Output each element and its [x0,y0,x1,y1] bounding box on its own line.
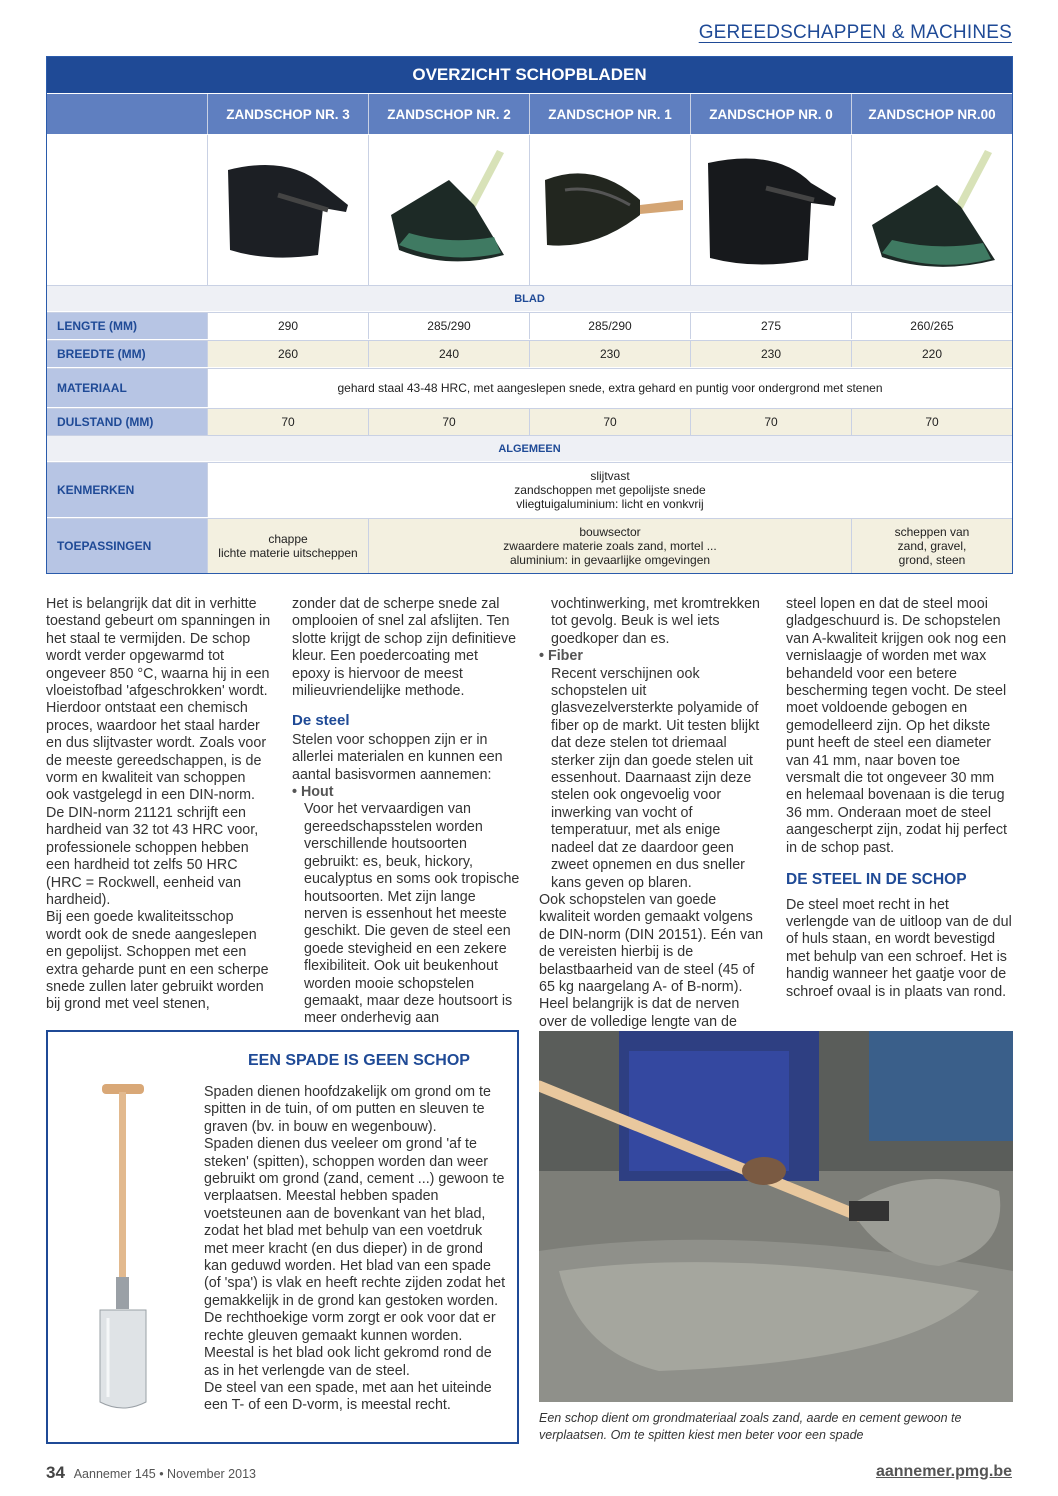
cell-line: zandschoppen met gepolijste snede [514,483,706,497]
table-cell: 275 [690,312,851,339]
row-materiaal [47,367,1012,407]
section-blad: BLAD [47,285,1012,311]
table-cell: 285/290 [368,312,529,339]
shovel-image-row [47,134,1012,285]
cell-line: zand, gravel, [897,539,967,553]
table-cell: gehard staal 43-48 HRC, met aangeslepen snede, extra gehard en puntig voor ondergrond met stenen [207,368,1012,407]
table-cell: 260 [207,340,368,367]
cell-line: bouwsector [579,525,641,539]
column-header: ZANDSCHOP NR. 0 [690,94,851,134]
cell-line: aluminium: in gevaarlijke omgevingen [509,553,711,567]
cell-line: slijtvast [590,469,630,483]
row-label: LENGTE (MM) [47,312,207,339]
issue-label: Aannemer 145 • November 2013 [73,1467,256,1481]
column-header: ZANDSCHOP NR. 3 [207,94,368,134]
row-label: TOEPASSINGEN [47,518,207,573]
footer-site-link[interactable]: aannemer.pmg.be [875,1463,1012,1480]
row-toepassingen [47,517,1012,573]
box-title: EEN SPADE IS GEEN SCHOP [248,1052,470,1069]
row-label: DULSTAND (MM) [47,408,207,435]
paragraph: Spaden dienen hoofdzakelijk om grond om te spitten in de tuin, of om putten en sleuven te graven (bv. in bouw en wegenbouw). [204,1084,491,1135]
table-title: OVERZICHT SCHOPBLADEN [47,57,1012,93]
paragraph: Spaden dienen dus veeleer om grond 'af te steken' (spitten), schoppen worden dan weer gebruikt om grond (zand, cement ...) gewoon te verplaatsen. Meestal hebben spaden voetsteunen aan de bovenkant van het blad, zodat het blad met behulp van een voetdruk met meer kracht (en dus dieper) in de grond kan geduwd worden. Het blad van een spade (of 'spa') is vlak en heeft rechte zijden zodat het gemakkelijk in de grond kan gestoken worden. De rechthoekige vorm zorgt er ook voor dat er rechte gleuven gemaakt kunnen worden. Meestal is het blad ook licht gekromd rond de as in het verlengde van de steel. [204,1136,506,1379]
cell-line: lichte materie uitscheppen [218,546,358,560]
spade-image [88,1082,158,1427]
text-column-1 [46,596,271,1014]
table-cell: 70 [207,408,368,435]
table-cell: 220 [851,340,1012,367]
cell-line: scheppen van [894,525,970,539]
subheading: De steel [292,712,350,730]
row-label: MATERIAAL [47,368,207,407]
paragraph: Bij een goede kwaliteitsschop wordt ook de snede aangeslepen en gepolijst. Schoppen met een extra geharde punt en een scherpe snede zullen later gebruikt worden bij grond met veel stenen, [46,909,269,1013]
table-cell: 70 [851,408,1012,435]
paragraph: Stelen voor schoppen zijn er in allerlei materialen en kunnen een aantal basisvormen aannemen: [292,731,503,783]
paragraph: Het is belangrijk dat dit in verhitte toestand gebeurt om spanningen in het staal te vermijden. De schop wordt verder opgewarmd tot ongeveer 850 °C, waarna hij in een vloeistofbad 'afgeschrokken' wordt. Hierdoor ontstaat een chemisch proces, waardoor het staal harder en dus slijtvaster wordt. Zoals voor de meeste gereedschappen, is de vorm en kwaliteit van schoppen ook vastgelegd in een DIN-norm. De DIN-norm 21121 schrijft een hardheid van 32 tot 43 HRC voor, professionele schoppen hebben een hardheid tot zelfs 50 HRC (HRC = Rockwell, eenheid van hardheid). [46,596,271,908]
shovel-image [207,135,368,285]
section-algemeen: ALGEMEEN [47,435,1012,461]
paragraph: Ook schopstelen van goede kwaliteit worden gemaakt volgens de DIN-norm (DIN 20151). Eén van de vereisten hierbij is de belastbaarheid van de steel (45 of 65 kg naargelang A- of B-norm). Heel belangrijk is dat de nerven over de volledige lengte van de [539,891,764,1030]
bullet-heading: • Hout [292,784,334,801]
cell-line: chappe [268,532,308,546]
row-lengte [47,311,1012,339]
shovel-overview-table [46,56,1013,574]
column-header: ZANDSCHOP NR.00 [851,94,1012,134]
paragraph: steel lopen en dat de steel mooi gladgeschuurd is. De schopstelen van A-kwaliteit krijgen ook nog een vernislaagje of worden met wax behandeld voor een betere bescherming tegen vocht. De steel moet voldoende gebogen en gemodelleerd zijn. Op het dikste punt heeft de steel een diameter van 41 mm, naar boven toe versmalt die tot ongeveer 30 mm en helemaal bovenaan is die terug 36 mm. Onderaan moet de steel aangescherpt zijn, zodat hij perfect in de schop past. [786,596,1007,856]
table-cell: 230 [690,340,851,367]
paragraph: Recent verschijnen ook schopstelen uit glasvezelversterkte polyamide of fiber op de markt. Uit testen blijkt dat deze stelen tot driemaal sterker zijn dan goede stelen uit essenhout. Daarnaast zijn deze stelen ook ongevoelig voor inwerking van vocht of temperatuur, met als enige nadeel dat ze daardoor geen zweet opnemen en dus sneller kans geven op blaren. [551,665,760,891]
table-cell [207,462,1012,517]
cell-line: zwaardere materie zoals zand, mortel ... [503,539,717,553]
table-cell: 230 [529,340,690,367]
bullet-heading: • Fiber [539,648,583,665]
page-number: 34 [46,1463,65,1482]
table-cell [207,518,368,573]
table-cell [368,518,851,573]
table-cell: 70 [529,408,690,435]
cell-line: vliegtuigaluminium: licht en vonkvrij [516,497,704,511]
table-cell: 70 [368,408,529,435]
photo-caption: Een schop dient om grondmateriaal zoals zand, aarde en cement gewoon te verplaatsen. Om te spitten kiest men beter voor een spade [539,1411,962,1442]
text-column-3 [539,596,767,1031]
shovel-image [851,135,1012,285]
row-breedte [47,339,1012,367]
paragraph: De steel moet recht in het verlengde van de uitloop van de dul of huls staan, en wordt bevestigd met behulp van een schroef. Het is handig wanneer het gaatje voor de schroef ovaal is in plaats van rond. [786,896,1012,1000]
cell-line: grond, steen [898,553,966,567]
row-dulstand [47,407,1012,435]
row-kenmerken [47,461,1012,517]
footer-issue [46,1463,256,1483]
box-text [204,1084,509,1415]
table-header-row [47,93,1012,134]
shovel-image [368,135,529,285]
text-column-2 [292,596,520,1028]
table-cell: 240 [368,340,529,367]
row-label: KENMERKEN [47,462,207,517]
table-cell [851,518,1012,573]
worker-shovel-photo [539,1031,1013,1402]
subheading: DE STEEL IN DE SCHOP [786,871,967,889]
row-label: BREEDTE (MM) [47,340,207,367]
paragraph: Voor het vervaardigen van gereedschapsstelen worden verschillende houtsoorten gebruikt: es, beuk, hickory, eucalyptus en soms ook tropische houtsoorten. Met zijn lange nerven is essenhout het meeste geschikt. Die geven de steel een goede stevigheid en een zekere flexibiliteit. Ook uit beukenhout worden mooie schopstelen gemaakt, maar deze houtsoort is meer onderhevig aan [304,801,520,1027]
paragraph: zonder dat de scherpe snede zal omplooien of snel zal afslijten. Ten slotte krijgt de schop zijn definitieve kleur. Een poedercoating met epoxy is hiervoor de meest milieuvriendelijke methode. [292,596,517,700]
column-header: ZANDSCHOP NR. 1 [529,94,690,134]
table-cell: 260/265 [851,312,1012,339]
paragraph: vochtinwerking, met kromtrekken tot gevolg. Beuk is wel iets goedkoper dan es. [551,596,760,647]
text-column-4 [786,596,1013,1001]
table-cell: 285/290 [529,312,690,339]
shovel-image [690,135,851,285]
table-cell: 290 [207,312,368,339]
spade-info-box [46,1030,519,1444]
shovel-image [529,135,690,285]
column-header: ZANDSCHOP NR. 2 [368,94,529,134]
section-title: GEREEDSCHAPPEN & MACHINES [698,22,1012,43]
table-cell: 70 [690,408,851,435]
paragraph: De steel van een spade, met aan het uiteinde een T- of een D-vorm, is meestal recht. [204,1379,492,1414]
